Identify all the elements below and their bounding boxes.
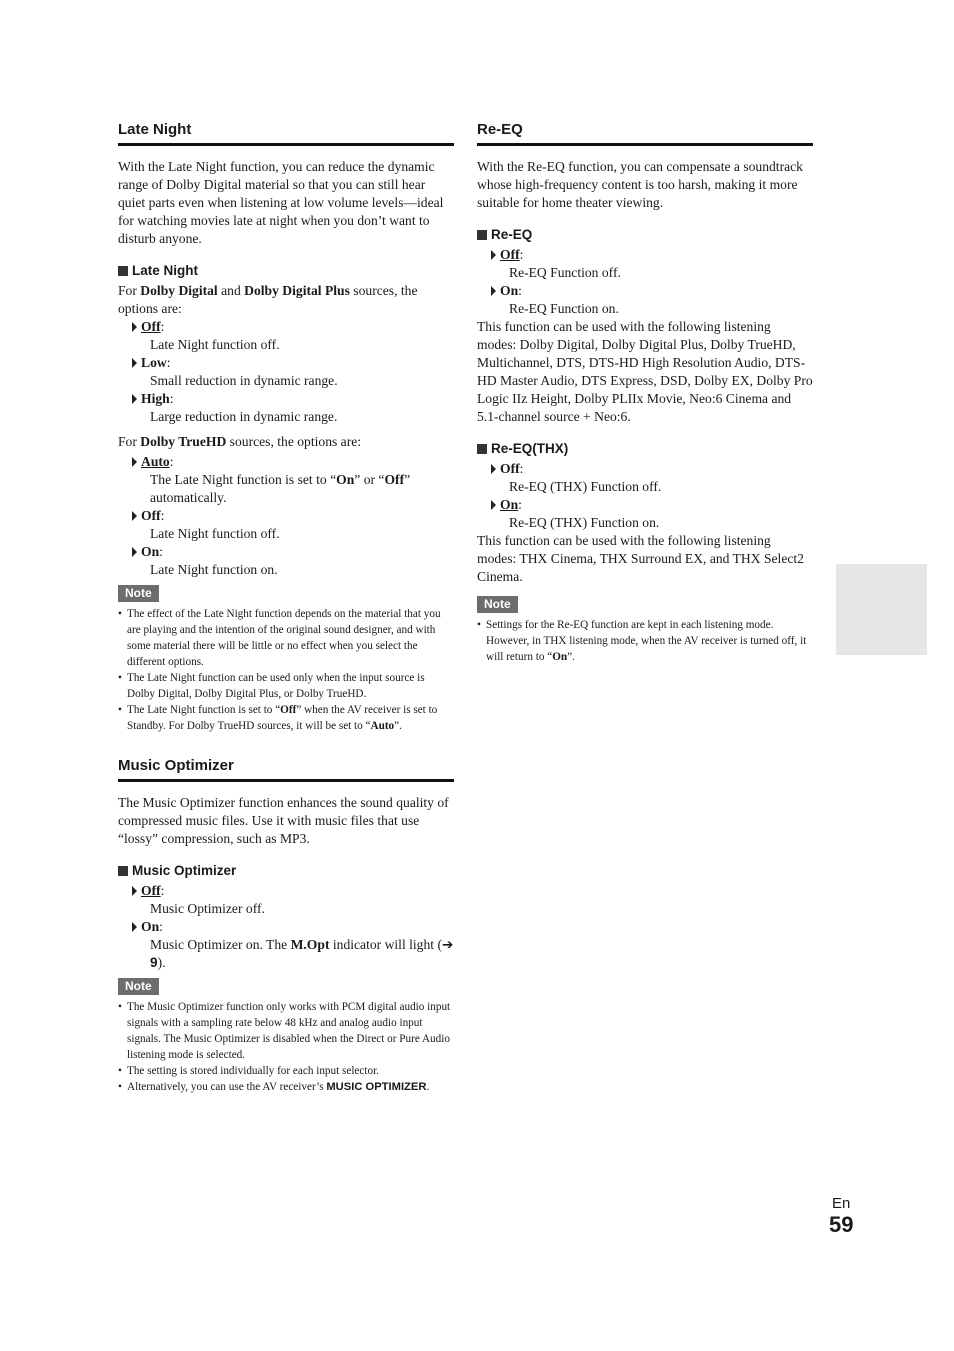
option-description: Re-EQ (THX) Function off. [509,479,662,494]
option-on: On : [491,282,813,300]
triangle-right-icon [132,922,137,932]
late-night-notes [118,606,454,734]
option-description: The Late Night function is set to “On” or “Off” automatically. [150,472,411,505]
re-eq-subheading: Re-EQ [477,226,813,244]
triangle-right-icon [491,500,496,510]
option-description: Re-EQ Function on. [509,301,619,316]
option-description: Late Night function on. [150,562,278,577]
triangle-right-icon [491,464,496,474]
music-optimizer-heading: Music Optimizer [118,756,454,782]
option-description: Small reduction in dynamic range. [150,373,338,388]
option-high: High : [132,390,454,408]
option-on: On : [132,543,454,561]
square-bullet-icon [477,230,487,240]
triangle-right-icon [491,250,496,260]
music-optimizer-options [132,882,454,972]
option-off: Off : [132,882,454,900]
music-optimizer-intro: The Music Optimizer function enhances the sound quality of compressed music files. Use it with music files that use “lossy” compression, such as MP3. [118,795,449,846]
truehd-options [132,453,454,579]
note-item: • The effect of the Late Night function depends on the material that you are playing and the intention of the original sound designer, and with some material there will be little or no effect when you select the different options. [118,606,454,670]
option-auto: Auto : [132,453,454,471]
option-on: On : [132,918,454,936]
option-description: Music Optimizer on. The M.Opt indicator will light (➔ 9). [150,937,454,970]
option-off: Off : [491,246,813,264]
music-optimizer-section [118,756,454,1095]
note-item: • Alternatively, you can use the AV receiver’s MUSIC OPTIMIZER. [118,1079,454,1095]
re-eq-options [491,246,813,318]
option-on: On : [491,496,813,514]
option-off: Off : [491,460,813,478]
note-item: • The Music Optimizer function only works with PCM digital audio input signals with a sampling rate below 48 kHz and analog audio input signals. The Music Optimizer is disabled when the Direct or Pure Audio listening mode is selected. [118,999,454,1063]
option-description: Re-EQ Function off. [509,265,621,280]
option-description: Late Night function off. [150,526,280,541]
re-eq-thx-subheading: Re-EQ(THX) [477,440,813,458]
option-off: Off : [132,318,454,336]
right-column [477,120,813,665]
note-item: • The setting is stored individually for each input selector. [118,1063,454,1079]
left-column [118,120,454,1095]
dolby-digital-options-intro: For Dolby Digital and Dolby Digital Plus sources, the options are: [118,283,418,316]
music-optimizer-notes [118,999,454,1095]
triangle-right-icon [132,886,137,896]
re-eq-heading: Re-EQ [477,120,813,146]
square-bullet-icon [118,866,128,876]
triangle-right-icon [132,511,137,521]
option-description: Re-EQ (THX) Function on. [509,515,660,530]
triangle-right-icon [491,286,496,296]
page-language: En [832,1195,851,1212]
note-item: • The Late Night function can be used only when the input source is Dolby Digital, Dolby Digital Plus, or Dolby TrueHD. [118,670,454,702]
late-night-heading: Late Night [118,120,454,146]
re-eq-intro: With the Re-EQ function, you can compensate a soundtrack whose high-frequency content is too harsh, making it more suitable for home theater viewing. [477,159,803,210]
arrow-right-icon: ➔ [441,937,454,952]
re-eq-notes [477,617,813,665]
late-night-subheading: Late Night [118,262,454,280]
music-optimizer-subheading: Music Optimizer [118,862,454,880]
option-low: Low : [132,354,454,372]
triangle-right-icon [132,394,137,404]
triangle-right-icon [132,358,137,368]
re-eq-thx-options [491,460,813,532]
page-number: 59 [829,1212,854,1237]
triangle-right-icon [132,322,137,332]
note-label: Note [477,596,518,613]
note-item: • The Late Night function is set to “Off” when the AV receiver is set to Standby. For Dolby TrueHD sources, it will be set to “Auto”. [118,702,454,734]
triangle-right-icon [132,547,137,557]
square-bullet-icon [477,444,487,454]
note-item: • Settings for the Re-EQ function are kept in each listening mode. However, in THX listening mode, when the AV receiver is turned off, it will return to “On”. [477,617,813,665]
option-description: Late Night function off. [150,337,280,352]
truehd-options-intro: For Dolby TrueHD sources, the options are: [118,434,362,449]
option-description: Music Optimizer off. [150,901,265,916]
note-label: Note [118,978,159,995]
triangle-right-icon [132,457,137,467]
side-tab [836,564,927,655]
late-night-intro: With the Late Night function, you can reduce the dynamic range of Dolby Digital material so that you can still hear quiet parts even when listening at low volume levels—ideal for watching movies late at night when you don’t want to disturb anyone. [118,159,444,246]
square-bullet-icon [118,266,128,276]
dolby-digital-options [132,318,454,426]
re-eq-modes: This function can be used with the following listening modes: Dolby Digital, Dolby Digital Plus, Dolby TrueHD, Multichannel, DTS, DTS-HD High Resolution Audio, DTS-HD Master Audio, DTS Express, DSD, Dolby EX, Dolby Pro Logic IIz Height, Dolby PLIIx Movie, Neo:6 Cinema and 5.1-channel source + Neo:6. [477,319,813,424]
note-label: Note [118,585,159,602]
option-off: Off : [132,507,454,525]
option-description: Large reduction in dynamic range. [150,409,338,424]
re-eq-thx-modes: This function can be used with the following listening modes: THX Cinema, THX Surround EX, and THX Select2 Cinema. [477,533,804,584]
